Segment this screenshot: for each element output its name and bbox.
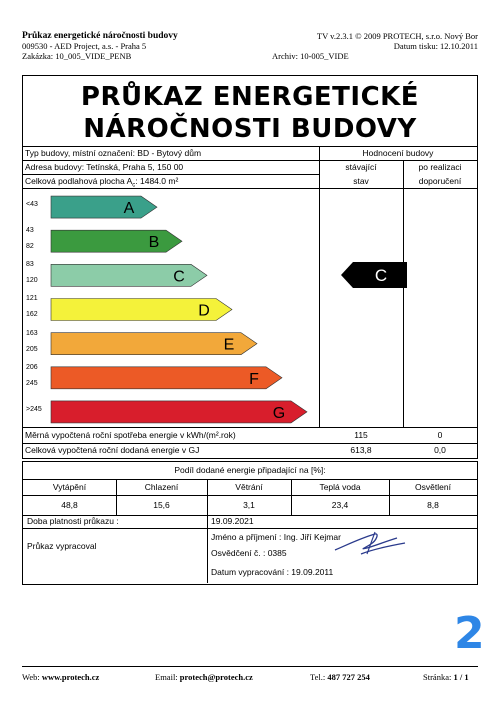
footer-page-value: 1 / 1 [453,672,469,682]
specific-consumption-label: Měrná vypočtená roční spotřeba energie v kWh/(m².rok) [25,430,236,440]
header-right [317,31,478,51]
total-energy-current: 613,8 [350,445,372,455]
signature [331,528,411,558]
rating-col-after-sub: doporučení [418,176,462,186]
energy-class-bands [23,188,319,427]
share-value-lighting: 8,8 [427,500,439,510]
energy-band-letter-d: D [198,302,210,320]
header-zakazka: Zakázka: 10_005_VIDE_PENB [22,51,132,61]
energy-band-g [51,401,307,423]
energy-band-b [51,230,182,252]
share-header-hot-water: Teplá voda [319,482,361,492]
footer-tel-label: Tel.: [310,672,328,682]
validity-label: Doba platnosti průkazu : [27,516,119,526]
footer-web-label: Web: [22,672,42,682]
energy-rating-table [22,147,478,459]
specific-consumption-current: 115 [354,430,368,440]
share-header-ventilation: Větrání [235,482,263,492]
band-range-high: 82 [26,243,34,251]
rating-col-current-sub: stav [353,176,369,186]
header-archiv: Archiv: 10-005_VIDE [272,51,349,61]
author-label: Průkaz vypracoval [27,541,97,551]
share-value-ventilation: 3,1 [243,500,255,510]
energy-band-letter-c: C [173,268,185,286]
area-subscript: c [132,182,136,189]
share-value-heating: 48,8 [61,500,78,510]
author-date: Datum vypracování : 19.09.2011 [211,567,334,577]
certificate-details [22,515,478,585]
band-range-high: 120 [26,277,38,285]
share-header-heating: Vytápění [52,482,87,492]
energy-shares-table [22,461,478,516]
energy-band-letter-g: G [272,404,286,422]
band-range-low: 121 [26,295,38,303]
rating-header: Hodnocení budovy [362,148,434,158]
energy-band-f [51,367,282,389]
header-company: 009530 - AED Project, a.s. - Praha 5 [22,41,147,51]
share-header-lighting: Osvětlení [415,482,451,492]
energy-band-letter-f: F [249,370,259,388]
building-type: Typ budovy, místní označení: BD - Bytový dům [25,148,202,158]
footer-email-link[interactable]: protech@protech.cz [179,672,253,682]
current-class-letter: C [374,266,388,285]
band-range-label: <43 [26,201,38,208]
validity-value: 19.09.2021 [211,516,254,526]
author-name: Jméno a příjmení : Ing. Jiří Kejmar [211,532,341,542]
total-energy-label: Celková vypočtená roční dodaná energie v GJ [25,445,200,455]
band-range-low: 206 [26,363,38,371]
footer-web-link[interactable]: www.protech.cz [41,672,100,682]
area-value: : 1484.0 m² [135,176,179,186]
header-print-date: Datum tisku: 12.10.2011 [393,41,478,51]
footer-email-label: Email: [155,672,180,682]
total-energy-after: 0,0 [434,445,446,455]
energy-band-letter-b: B [148,234,160,252]
area-prefix: Celková podlahová plocha A [25,176,133,186]
footer-email [155,672,253,682]
specific-consumption-after: 0 [437,430,443,440]
building-address: Adresa budovy: Tetínská, Praha 5, 150 00 [25,162,184,172]
document-title [22,75,478,147]
footer-tel-value: 487 727 254 [327,672,370,682]
rating-col-after: po realizaci [418,162,462,172]
rating-col-current: stávající [345,162,377,172]
title-line-2: NÁROČNOSTI BUDOVY [83,114,417,144]
band-range-high: 245 [26,379,38,387]
footer-page [423,672,469,682]
header-left [22,31,178,61]
energy-band-letter-a: A [123,200,135,218]
band-range-label: >245 [26,405,42,413]
band-range-low: 163 [26,329,38,337]
header-title: Průkaz energetické náročnosti budovy [22,31,178,41]
energy-band-a [51,196,157,218]
footer-web [22,672,99,682]
shares-title: Podíl dodané energie připadající na [%]: [174,465,326,475]
author-certificate: Osvědčení č. : 0385 [211,548,287,558]
band-range-low: 43 [26,227,34,235]
band-range-high: 162 [26,311,38,319]
share-value-cooling: 15,6 [153,500,170,510]
footer-tel [310,672,370,682]
current-class-marker [341,262,407,288]
band-range-low: 83 [26,261,34,269]
header-version: TV v.2.3.1 © 2009 PROTECH, s.r.o. Nový Bor [316,31,478,41]
share-value-hot-water: 23,4 [331,500,349,510]
energy-band-letter-e: E [223,336,235,354]
title-line-1: PRŮKAZ ENERGETICKÉ [80,82,420,112]
band-range-high: 205 [26,345,38,353]
footer-page-label: Stránka: [423,672,454,682]
page-mark: 2 [454,608,485,659]
share-header-cooling: Chlazení [144,482,179,492]
